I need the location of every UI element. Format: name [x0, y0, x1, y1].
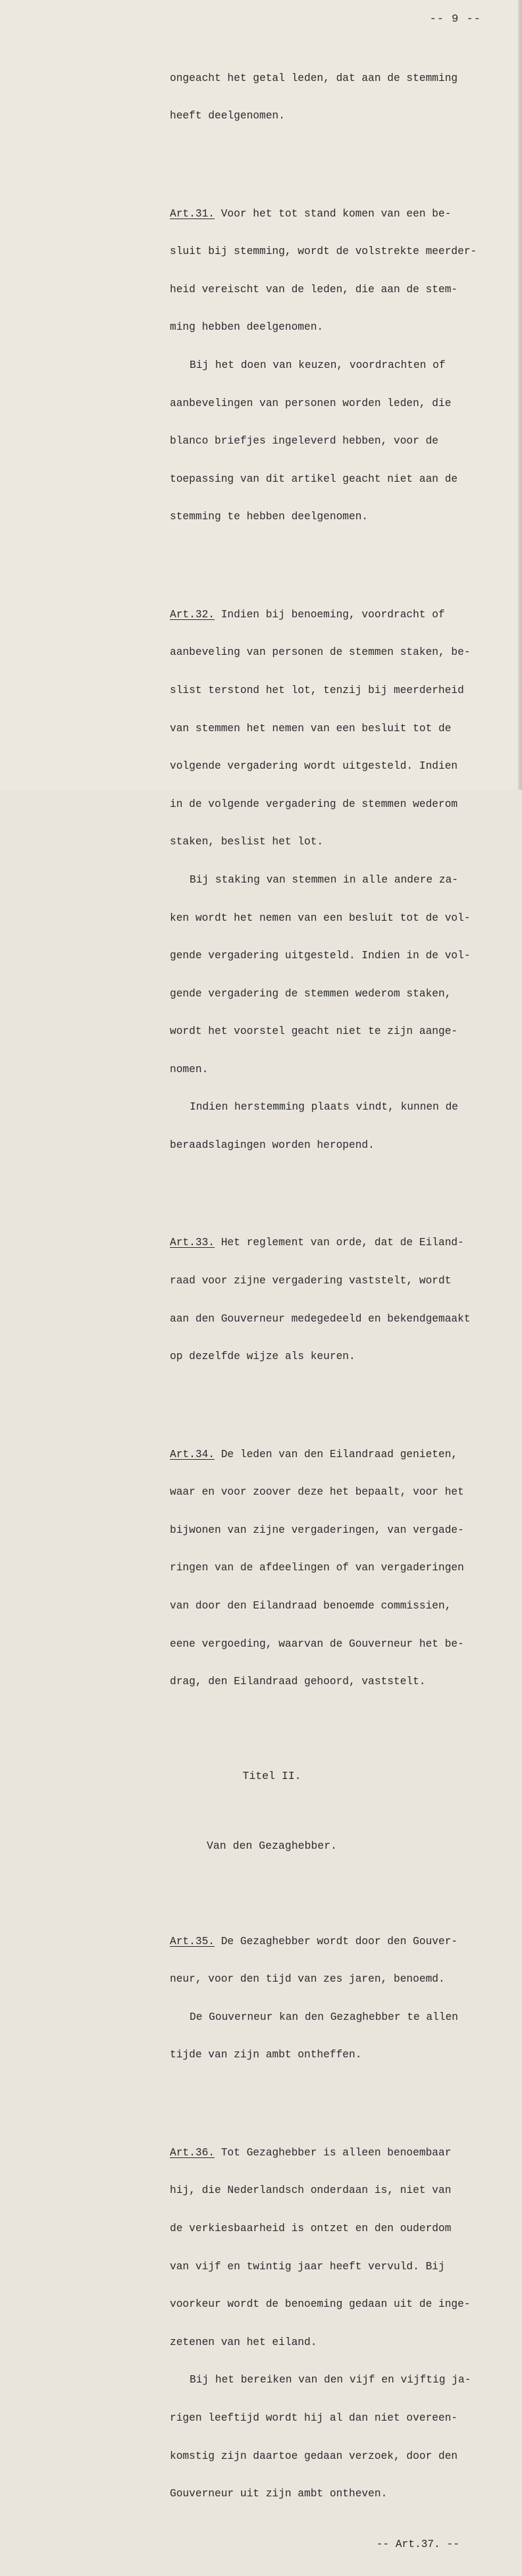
text-line: in de volgende vergadering de stemmen wederom: [170, 798, 458, 810]
text-line: heid vereischt van de leden, die aan de stem-: [170, 283, 458, 296]
article-32-first-line: Art.32. Indien bij benoeming, voordracht of: [170, 608, 445, 621]
text-line: waar en voor zoover deze het bepaalt, voor het: [170, 1486, 464, 1499]
text-line: Bij het doen van keuzen, voordrachten of: [190, 359, 446, 371]
text-line: van vijf en twintig jaar heeft vervuld. Bij: [170, 2260, 445, 2273]
section-title: Titel II.: [242, 1769, 301, 1782]
article-34-label: Art.34.: [170, 1448, 215, 1460]
article-34-first-line: Art.34. De leden van den Eilandraad genieten,: [170, 1448, 458, 1460]
text-line: eene vergoeding, waarvan de Gouverneur het be-: [170, 1637, 464, 1650]
article-31-first-line: Art.31. Voor het tot stand komen van een be-: [170, 207, 452, 220]
text-line: tijde van zijn ambt ontheffen.: [170, 2049, 362, 2061]
text-line: Indien herstemming plaats vindt, kunnen de: [190, 1101, 458, 1114]
text-line: Bij staking van stemmen in alle andere za-: [190, 873, 458, 886]
text-line: aanbevelingen van personen worden leden, die: [170, 397, 452, 409]
text-line: aanbeveling van personen de stemmen staken, be-: [170, 646, 471, 659]
text-line: beraadslagingen worden heropend.: [170, 1139, 375, 1152]
text-line: slist terstond het lot, tenzij bij meerderheid: [170, 684, 464, 696]
text-line: heeft deelgenomen.: [170, 110, 285, 122]
text-line: blanco briefjes ingeleverd hebben, voor de: [170, 435, 438, 448]
text-line: staken, beslist het lot.: [170, 836, 324, 848]
text-line: van door den Eilandraad benoemde commissien,: [170, 1600, 452, 1612]
page-number: -- 9 --: [429, 13, 481, 26]
article-36-first-line: Art.36. Tot Gezaghebber is alleen benoembaar: [170, 2146, 452, 2159]
text-line: hij, die Nederlandsch onderdaan is, niet van: [170, 2184, 452, 2197]
text-line: stemming te hebben deelgenomen.: [170, 511, 369, 523]
text-line: gende vergadering de stemmen wederom staken,: [170, 987, 452, 1000]
text-line: Gouverneur uit zijn ambt ontheven.: [170, 2488, 388, 2500]
body-text: [170, 34, 499, 2576]
article-35-label: Art.35.: [170, 1935, 215, 1947]
text-line: raad voor zijne vergadering vaststelt, wordt: [170, 1275, 452, 1287]
text-line: ringen van de afdeelingen of van vergaderingen: [170, 1562, 464, 1574]
text-line: de verkiesbaarheid is ontzet en den ouderdom: [170, 2223, 452, 2235]
text-line: zetenen van het eiland.: [170, 2336, 317, 2348]
text-line: De Gouverneur kan den Gezaghebber te allen: [190, 2011, 458, 2023]
text-line: Bij het bereiken van den vijf en vijftig ja-: [190, 2374, 471, 2386]
text-line: voorkeur wordt de benoeming gedaan uit de inge-: [170, 2298, 471, 2311]
text-line: gende vergadering uitgesteld. Indien in de vol-: [170, 950, 471, 962]
text-line: aan den Gouverneur medegedeeld en bekendgemaakt: [170, 1312, 471, 1325]
article-33-label: Art.33.: [170, 1237, 215, 1249]
article-32-label: Art.32.: [170, 608, 215, 621]
article-35-first-line: Art.35. De Gezaghebber wordt door den Gouver-: [170, 1935, 458, 1947]
text-line: ken wordt het nemen van een besluit tot de vol-: [170, 912, 471, 924]
page-edge: [518, 0, 522, 790]
text-line: sluit bij stemming, wordt de volstrekte meerder-: [170, 245, 477, 258]
text-line: van stemmen het nemen van een besluit tot de: [170, 722, 452, 734]
text-line: toepassing van dit artikel geacht niet aan de: [170, 473, 458, 485]
text-line: komstig zijn daartoe gedaan verzoek, door den: [170, 2450, 458, 2462]
article-31-label: Art.31.: [170, 207, 215, 220]
article-36-label: Art.36.: [170, 2146, 215, 2159]
text-line: nomen.: [170, 1063, 209, 1075]
section-subtitle: Van den Gezaghebber.: [206, 1840, 338, 1853]
text-line: bijwonen van zijne vergaderingen, van vergade-: [170, 1524, 464, 1536]
article-33-first-line: Art.33. Het reglement van orde, dat de Eiland-: [170, 1237, 464, 1249]
text-line: volgende vergadering wordt uitgesteld. Indien: [170, 760, 458, 773]
text-line: wordt het voorstel geacht niet te zijn aange-: [170, 1025, 458, 1038]
catchword: -- Art.37. --: [376, 2538, 459, 2550]
text-line: drag, den Eilandraad gehoord, vaststelt.: [170, 1676, 426, 1688]
text-line: ming hebben deelgenomen.: [170, 321, 324, 334]
text-line: rigen leeftijd wordt hij al dan niet overeen-: [170, 2412, 458, 2425]
text-line: ongeacht het getal leden, dat aan de stemming: [170, 72, 458, 84]
text-line: op dezelfde wijze als keuren.: [170, 1351, 355, 1363]
text-line: neur, voor den tijd van zes jaren, benoemd.: [170, 1973, 445, 1986]
